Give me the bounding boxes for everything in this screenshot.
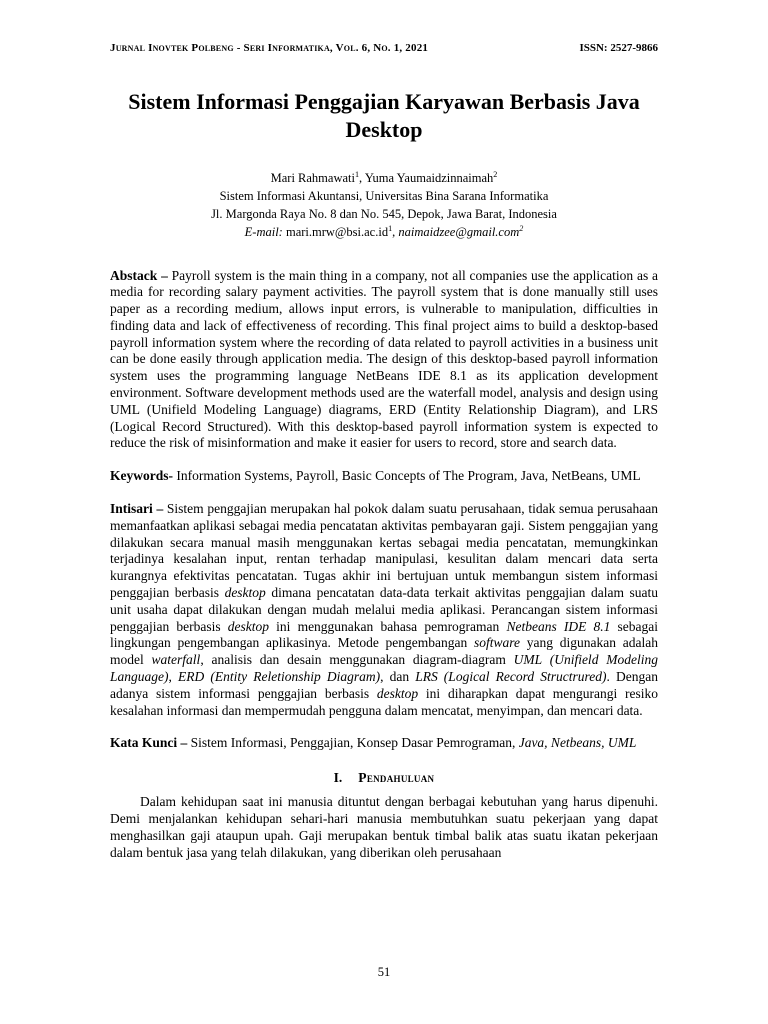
section-title: Pendahuluan	[358, 770, 435, 786]
address-line: Jl. Margonda Raya No. 8 dan No. 545, Depok, Jawa Barat, Indonesia	[211, 207, 557, 222]
affiliation-line: Sistem Informasi Akuntansi, Universitas Bina Sarana Informatika	[219, 189, 549, 204]
intisari-paragraph: Intisari – Sistem penggajian merupakan hal pokok dalam suatu perusahaan, tidak semua perusahaan memanfaatkan aplikasi sebagai media pencatatan aktivitas pembayaran gaji. Sistem penggajian yang dilakukan secara manual masih menggunakan kertas sebagai media pencatatan, memungkinkan terjadinya kesalahan input, rentan terhadap manipulasi, kesulitan dalam mencari data serta kurangnya efektivitas pencatatan. Tugas akhir ini bertujuan untuk membangun sistem informasi penggajian berbasis desktop dimana pencatatan data-data terkait aktivitas penggajian dalam suatu unit usaha dapat dilakukan dengan mudah melalui media aplikasi. Perancangan sistem informasi penggajian berbasis desktop ini menggunakan bahasa pemrograman Netbeans IDE 8.1 sebagai lingkungan pengembangan aplikasinya. Metode pengembangan software yang digunakan adalah model waterfall, analisis dan desain menggunakan diagram-diagram UML (Unifield Modeling Language), ERD (Entity Reletionship Diagram), dan LRS (Logical Record Structrured). Dengan adanya sistem informasi penggajian berbasis desktop ini diharapkan dapat mengurangi resiko kesalahan informasi dan mempermudah pengguna dalam mencatat, menyimpan, dan mencari data.	[110, 501, 659, 718]
keywords-paragraph: Keywords- Information Systems, Payroll, Basic Concepts of The Program, Java, NetBeans, UML	[110, 468, 641, 484]
authors-line: Mari Rahmawati$^1$, Yuma Yaumaidzinnaimah$^2$	[270, 169, 498, 185]
email-line: E-mail: $mari.mrw@bsi.ac.id^1$, naimaidzee@gmail.com$^2$	[244, 224, 524, 240]
intro-paragraph: Dalam kehidupan saat ini manusia dituntut dengan berbagai kebutuhan yang harus dipenuhi. Demi menjalankan kehidupan sehari-hari manusia membutuhkan suatu pekerjaan yang dapat menghasilkan gaji ataupun upah. Gaji merupakan bentuk timbal balik atas suatu ikatan pekerjaan dalam bentuk jasa yang telah dilakukan, yang diberikan oleh perusahaan	[110, 794, 658, 860]
kata-kunci-paragraph: Kata Kunci – Sistem Informasi, Penggajian, Konsep Dasar Pemrograman, Java, Netbeans, UML	[110, 735, 637, 751]
abstract-paragraph: Abstack – Payroll system is the main thing in a company, not all companies use the application as a media for recording salary payment activities. The payroll system that is done manually still uses paper as a recording medium, allows input errors, is vulnerable to manipulation, difficulties in finding data and lack of effectiveness of recording. This final project aims to build a desktop-based payroll information system where the recording of data related to payroll activities in a business unit can be done easily through application media. The design of this desktop-based payroll information system uses the programming language NetBeans IDE 8.1 as its application development environment. Software development methods used are the waterfall model, analysis and design using UML (Unifield Modeling Language) diagrams, ERD (Entity Relationship Diagram), and LRS (Logical Record Structured). With this desktop-based payroll information system is expected to reduce the risk of misinformation and make it easier for users to record, store and search data.	[110, 267, 658, 451]
section-heading	[110, 770, 658, 786]
page-number: 51	[377, 965, 391, 979]
journal-title: Jurnal Inovtek Polbeng - Seri Informatika, Vol. 6, No. 1, 2021	[110, 42, 429, 54]
issn-label: ISSN: 2527-9866	[579, 42, 658, 54]
section-number: I.	[333, 770, 343, 786]
paper-title: Sistem Informasi Penggajian Karyawan Berbasis Java Desktop	[128, 89, 640, 142]
page-header	[110, 42, 658, 54]
author-block	[110, 169, 658, 242]
